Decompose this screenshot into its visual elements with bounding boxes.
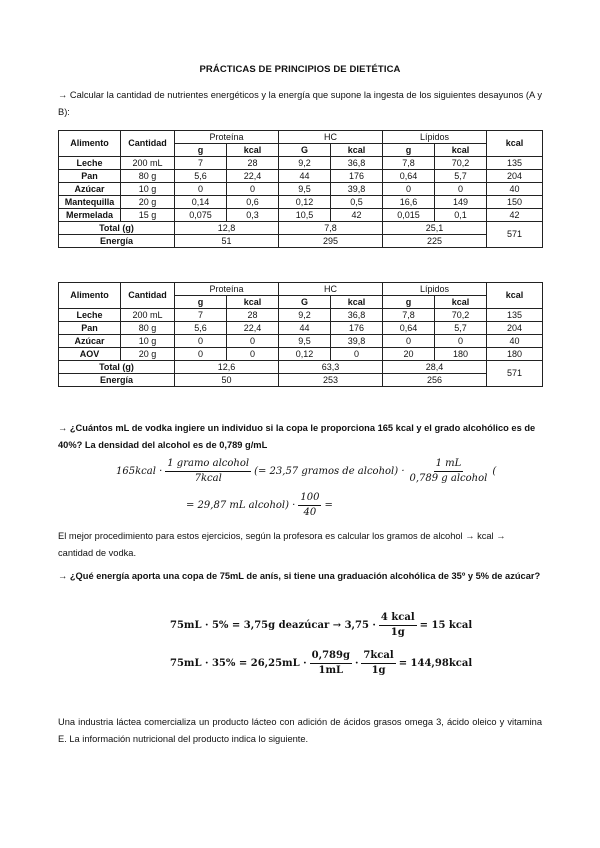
value-cell: 70,2: [435, 309, 487, 322]
nutrient-table-b: [58, 282, 543, 387]
eq1-end: =: [324, 500, 333, 511]
value-cell: 36,8: [331, 309, 383, 322]
value-cell: 9,2: [279, 157, 331, 170]
food-name-cell: Mantequilla: [59, 196, 121, 209]
value-cell: 22,4: [227, 170, 279, 183]
value-cell: 10 g: [121, 183, 175, 196]
subheader-kcal: kcal: [227, 296, 279, 309]
eq3-f2-num: 7kcal: [361, 650, 395, 664]
value-cell: 0,12: [279, 196, 331, 209]
value-cell: 7: [175, 309, 227, 322]
energy-hc: 295: [279, 235, 383, 248]
value-cell: 20: [383, 348, 435, 361]
value-cell: 180: [435, 348, 487, 361]
intro-paragraph: → Calcular la cantidad de nutrientes energéticos y la energía que supone la ingesta de los siguientes desayunos (A y B):: [58, 90, 542, 117]
equation-alcohol: [170, 650, 472, 677]
value-cell: 0: [383, 183, 435, 196]
value-cell: 5,7: [435, 322, 487, 335]
value-cell: 22,4: [227, 322, 279, 335]
header-alimento: Alimento: [59, 283, 121, 309]
value-cell: 204: [487, 322, 543, 335]
subheader-kcal: kcal: [435, 144, 487, 157]
eq1-f2-num: 1 mL: [434, 458, 464, 472]
total-hc: 7,8: [279, 222, 383, 235]
header-hc: HC: [279, 283, 383, 296]
value-cell: 0,1: [435, 209, 487, 222]
subheader-kcal: kcal: [227, 144, 279, 157]
value-cell: 0,075: [175, 209, 227, 222]
value-cell: 0: [435, 335, 487, 348]
subheader-g: g: [383, 144, 435, 157]
value-cell: 5,6: [175, 322, 227, 335]
energy-lipidos: 225: [383, 235, 487, 248]
table-row: [59, 309, 543, 322]
food-name-cell: AOV: [59, 348, 121, 361]
food-name-cell: Leche: [59, 157, 121, 170]
eq3-f2-den: 1g: [371, 665, 386, 676]
total-proteina: 12,6: [175, 361, 279, 374]
eq2-end: = 15 kcal: [419, 620, 473, 631]
header-hc: HC: [279, 131, 383, 144]
value-cell: 40: [487, 335, 543, 348]
total-label: Total (g): [59, 222, 175, 235]
total-label: Total (g): [59, 361, 175, 374]
value-cell: 149: [435, 196, 487, 209]
food-name-cell: Mermelada: [59, 209, 121, 222]
eq3-f1-den: 1mL: [318, 665, 344, 676]
value-cell: 80 g: [121, 322, 175, 335]
header-cantidad: Cantidad: [121, 283, 175, 309]
table-row: [59, 209, 543, 222]
question-anis: → ¿Qué energía aporta una copa de 75mL de anís, si tiene una graduación alcohólica de 35º y 5% de azúcar?: [58, 571, 541, 581]
value-cell: 9,5: [279, 335, 331, 348]
value-cell: 0,14: [175, 196, 227, 209]
equation-vodka-line1: [116, 458, 496, 485]
eq1-fraction-2: [408, 458, 490, 485]
closing-paragraph: Una industria láctea comercializa un producto lácteo con adición de ácidos grasos omega 3, ácido oleico y vitamina E. La información nutricional del producto indica lo siguiente.: [58, 717, 542, 744]
energy-lipidos: 256: [383, 374, 487, 387]
header-kcal-total: kcal: [487, 131, 543, 157]
value-cell: 44: [279, 170, 331, 183]
eq1-f3-num: 100: [298, 492, 321, 506]
eq1-f1-num: 1 gramo alcohol: [165, 458, 251, 472]
value-cell: 7: [175, 157, 227, 170]
value-cell: 0: [383, 335, 435, 348]
eq3-dot: ·: [354, 658, 359, 669]
energy-label: Energía: [59, 374, 175, 387]
value-cell: 44: [279, 322, 331, 335]
page-title: PRÁCTICAS DE PRINCIPIOS DE DIETÉTICA: [199, 64, 401, 75]
header-cantidad: Cantidad: [121, 131, 175, 157]
subheader-g: g: [175, 296, 227, 309]
eq3-fraction-2: [361, 650, 395, 677]
energy-proteina: 51: [175, 235, 279, 248]
eq1-fraction-1: [165, 458, 251, 485]
value-cell: 0: [227, 183, 279, 196]
value-cell: 15 g: [121, 209, 175, 222]
energy-hc: 253: [279, 374, 383, 387]
value-cell: 200 mL: [121, 157, 175, 170]
eq3-end: = 144,98kcal: [398, 658, 473, 669]
value-cell: 0: [175, 335, 227, 348]
header-proteina: Proteína: [175, 283, 279, 296]
value-cell: 5,7: [435, 170, 487, 183]
energy-label: Energía: [59, 235, 175, 248]
eq1-f2-den: 0,789 g alcohol: [409, 473, 488, 484]
total-lipidos: 25,1: [383, 222, 487, 235]
food-name-cell: Pan: [59, 322, 121, 335]
subheader-g: g: [175, 144, 227, 157]
value-cell: 0: [227, 335, 279, 348]
value-cell: 16,6: [383, 196, 435, 209]
subheader-g: G: [279, 144, 331, 157]
eq1-tail: (: [492, 466, 497, 477]
eq3-lead: 75mL · 35% = 26,25mL ·: [170, 658, 307, 669]
header-kcal-total: kcal: [487, 283, 543, 309]
value-cell: 135: [487, 309, 543, 322]
value-cell: 39,8: [331, 183, 383, 196]
eq1-f1-den: 7kcal: [194, 473, 222, 484]
equation-sugar: [170, 612, 472, 639]
value-cell: 42: [331, 209, 383, 222]
eq3-f1-num: 0,789g: [310, 650, 352, 664]
value-cell: 200 mL: [121, 309, 175, 322]
eq1-lead: 165kcal ·: [116, 466, 163, 477]
value-cell: 10,5: [279, 209, 331, 222]
subheader-kcal: kcal: [331, 144, 383, 157]
value-cell: 176: [331, 170, 383, 183]
value-cell: 0,6: [227, 196, 279, 209]
value-cell: 0: [331, 348, 383, 361]
value-cell: 36,8: [331, 157, 383, 170]
value-cell: 20 g: [121, 196, 175, 209]
equation-vodka-line2: [186, 492, 333, 519]
value-cell: 7,8: [383, 309, 435, 322]
eq2-fraction: [379, 612, 417, 639]
value-cell: 80 g: [121, 170, 175, 183]
value-cell: 0,015: [383, 209, 435, 222]
table-row: [59, 348, 543, 361]
value-cell: 176: [331, 322, 383, 335]
table-row: [59, 170, 543, 183]
value-cell: 0,3: [227, 209, 279, 222]
header-proteina: Proteína: [175, 131, 279, 144]
value-cell: 28: [227, 309, 279, 322]
eq1-line2: = 29,87 mL alcohol) ·: [186, 500, 296, 511]
header-lipidos: Lípidos: [383, 131, 487, 144]
value-cell: 39,8: [331, 335, 383, 348]
value-cell: 0: [227, 348, 279, 361]
value-cell: 204: [487, 170, 543, 183]
table-row: [59, 322, 543, 335]
total-hc: 63,3: [279, 361, 383, 374]
value-cell: 180: [487, 348, 543, 361]
value-cell: 0: [435, 183, 487, 196]
food-name-cell: Azúcar: [59, 183, 121, 196]
value-cell: 0: [175, 183, 227, 196]
table-b-body: [59, 309, 543, 361]
table-row: [59, 196, 543, 209]
value-cell: 0,12: [279, 348, 331, 361]
header-alimento: Alimento: [59, 131, 121, 157]
procedure-note: El mejor procedimiento para estos ejercicios, según la profesora es calcular los gramos de alcohol → kcal → cantidad de vodka.: [58, 531, 506, 558]
value-cell: 10 g: [121, 335, 175, 348]
grand-total: 571: [487, 361, 543, 387]
subheader-g: G: [279, 296, 331, 309]
nutrient-table-a: [58, 130, 543, 248]
eq3-fraction-1: [310, 650, 352, 677]
total-proteina: 12,8: [175, 222, 279, 235]
grand-total: 571: [487, 222, 543, 248]
eq2-f-den: 1g: [390, 627, 405, 638]
value-cell: 150: [487, 196, 543, 209]
value-cell: 40: [487, 183, 543, 196]
value-cell: 0,5: [331, 196, 383, 209]
eq1-mid: (= 23,57 gramos de alcohol) ·: [254, 466, 405, 477]
value-cell: 20 g: [121, 348, 175, 361]
eq1-fraction-3: [298, 492, 321, 519]
subheader-kcal: kcal: [435, 296, 487, 309]
value-cell: 9,2: [279, 309, 331, 322]
value-cell: 42: [487, 209, 543, 222]
value-cell: 7,8: [383, 157, 435, 170]
value-cell: 70,2: [435, 157, 487, 170]
energy-proteina: 50: [175, 374, 279, 387]
eq1-f3-den: 40: [303, 507, 317, 518]
value-cell: 5,6: [175, 170, 227, 183]
header-lipidos: Lípidos: [383, 283, 487, 296]
value-cell: 0,64: [383, 322, 435, 335]
food-name-cell: Leche: [59, 309, 121, 322]
question-vodka: → ¿Cuántos mL de vodka ingiere un individuo si la copa le proporciona 165 kcal y el grado alcohólico es de 40%? La densidad del alcohol es de 0,789 g/mL: [58, 423, 536, 450]
value-cell: 28: [227, 157, 279, 170]
table-row: [59, 157, 543, 170]
subheader-kcal: kcal: [331, 296, 383, 309]
value-cell: 135: [487, 157, 543, 170]
total-lipidos: 28,4: [383, 361, 487, 374]
eq2-lead: 75mL · 5% = 3,75g deazúcar → 3,75 ·: [170, 620, 376, 631]
table-row: [59, 335, 543, 348]
subheader-g: g: [383, 296, 435, 309]
food-name-cell: Azúcar: [59, 335, 121, 348]
food-name-cell: Pan: [59, 170, 121, 183]
value-cell: 0: [175, 348, 227, 361]
table-row: [59, 183, 543, 196]
eq2-f-num: 4 kcal: [379, 612, 417, 626]
table-a-body: [59, 157, 543, 222]
value-cell: 9,5: [279, 183, 331, 196]
value-cell: 0,64: [383, 170, 435, 183]
